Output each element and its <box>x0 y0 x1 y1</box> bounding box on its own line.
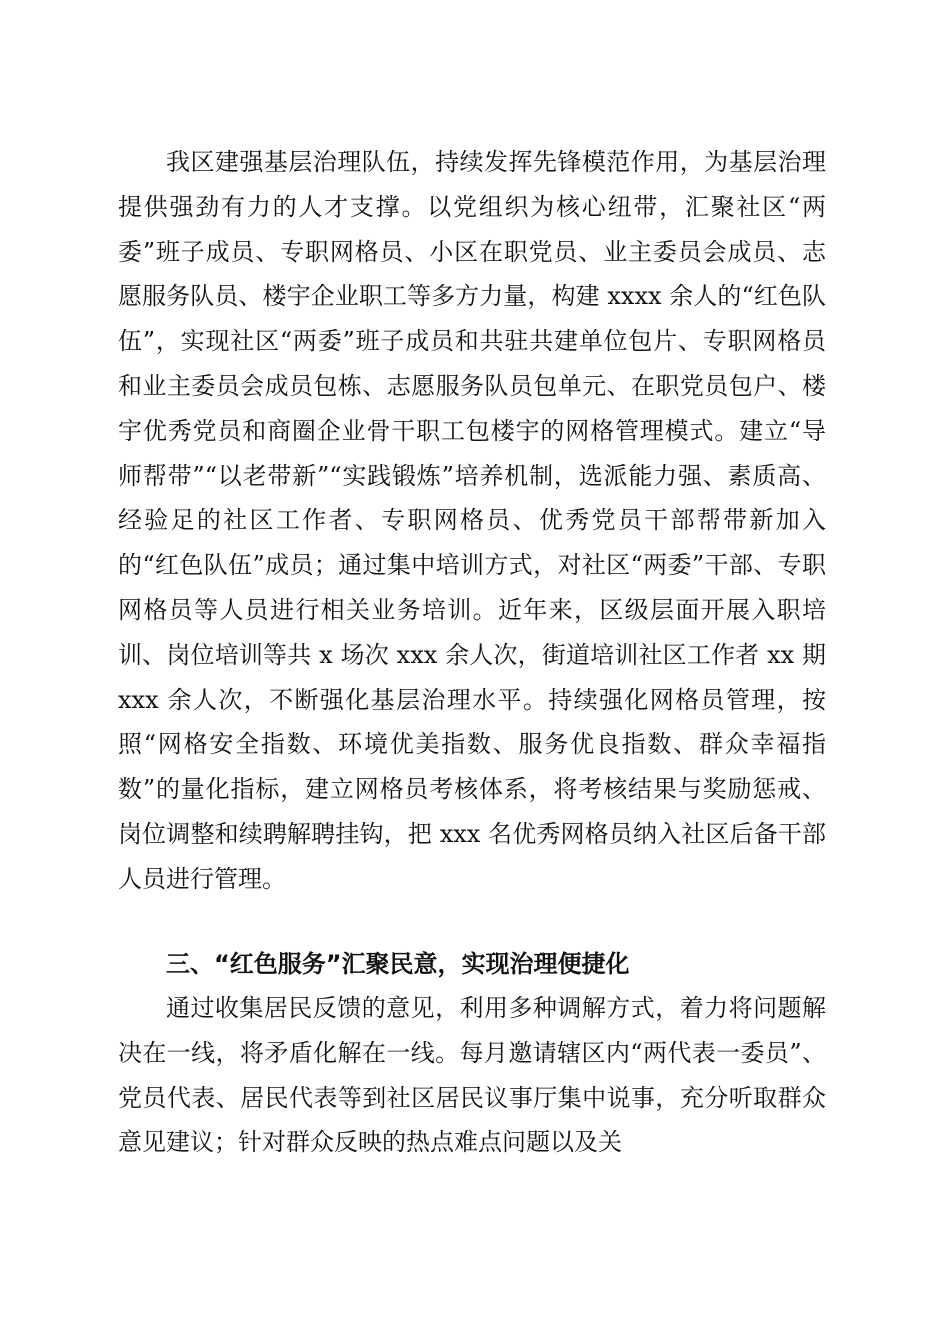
body-paragraph: 通过收集居民反馈的意见，利用多种调解方式，着力将问题解决在一线，将矛盾化解在一线。每月邀请辖区内“两代表一委员”、党员代表、居民代表等到社区居民议事厅集中说事，充分听取群众意见建议；针对群众反映的热点难点问题以及关 <box>118 994 826 1157</box>
body-paragraph: 我区建强基层治理队伍，持续发挥先锋模范作用，为基层治理提供强劲有力的人才支撑。以党组织为核心纽带，汇聚社区“两委”班子成员、专职网格员、小区在职党员、业主委员会成员、志愿服务队员、楼宇企业职工等多方力量，构建 xxxx 余人的“红色队伍”，实现社区“两委”班子成员和共驻共建单位包片、专职网格员和业主委员会成员包栋、志愿服务队员包单元、在职党员包户、楼宇优秀党员和商圈企业骨干职工包楼宇的网格管理模式。建立“导师帮带”“以老带新”“实践锻炼”培养机制，选派能力强、素质高、经验足的社区工作者、专职网格员、优秀党员干部帮带新加入的“红色队伍”成员；通过集中培训方式，对社区“两委”干部、专职网格员等人员进行相关业务培训。近年来，区级层面开展入职培训、岗位培训等共 x 场次 xxx 余人次，街道培训社区工作者 xx 期 xxx 余人次，不断强化基层治理水平。持续强化网格员管理，按照“网格安全指数、环境优美指数、服务优良指数、群众幸福指数”的量化指标，建立网格员考核体系，将考核结果与奖励惩戒、岗位调整和续聘解聘挂钩，把 xxx 名优秀网格员纳入社区后备干部人员进行管理。 <box>118 148 826 893</box>
section-heading: 三、“红色服务”汇聚民意，实现治理便捷化 <box>166 950 630 978</box>
